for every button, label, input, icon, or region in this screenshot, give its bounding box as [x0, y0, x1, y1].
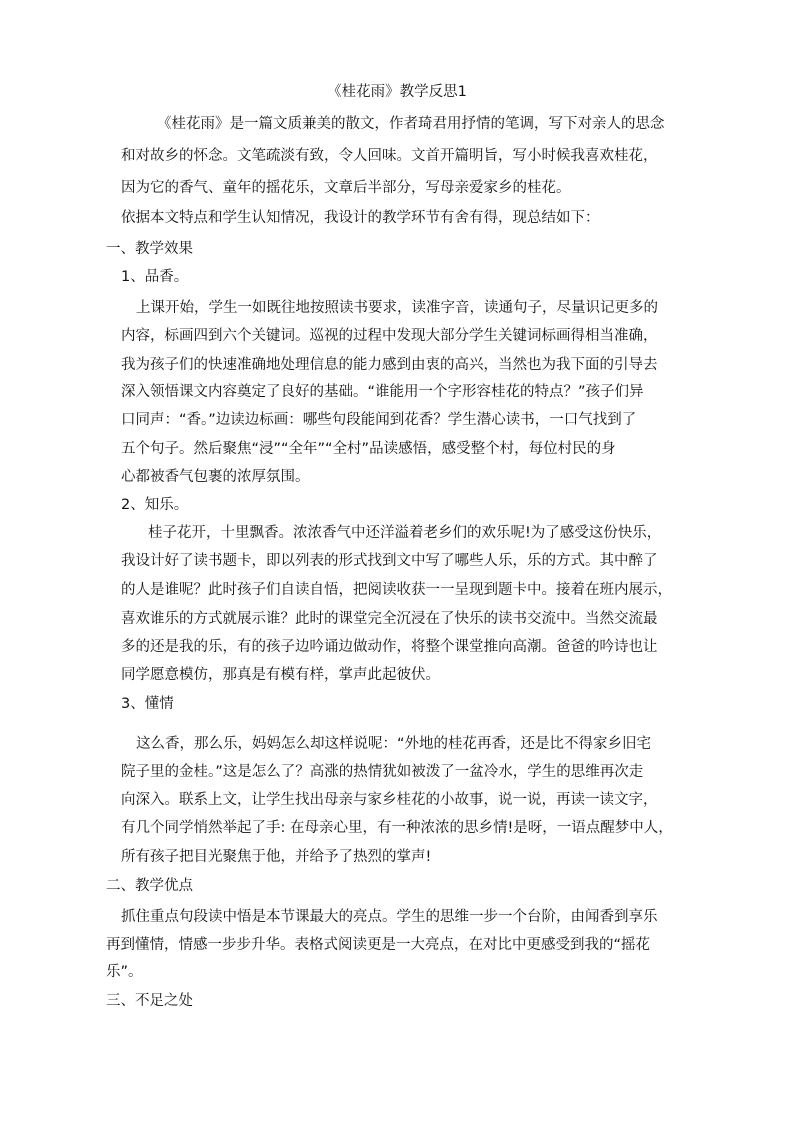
paragraph-line: 桂子花开，十里飘香。浓浓香气中还洋溢着老乡们的欢乐呢!为了感受这份快乐， — [148, 525, 662, 541]
paragraph-line: 乐”。 — [106, 964, 143, 980]
intro-line: 依据本文特点和学生认知情况，我设计的教学环节有舍有得，现总结如下： — [121, 210, 600, 226]
paragraph-line: 心都被香气包裹的浓厚氛围。 — [121, 469, 310, 485]
paragraph-line: 口同声：“香。”边读边标画：哪些句段能闻到花香？学生潜心读书，一口气找到了 — [121, 412, 637, 428]
paragraph-line: 的人是谁呢？此时孩子们自读自悟，把阅读收获一一呈现到题卡中。接着在班内展示， — [121, 582, 672, 598]
paragraph-line: 有几个同学悄然举起了手: 在母亲心里，有一种浓浓的思乡情!是呀，一语点醒梦中人， — [121, 820, 673, 836]
paragraph-line: 喜欢谁乐的方式就展示谁？此时的课堂完全沉浸在了快乐的读书交流中。当然交流最 — [121, 611, 658, 627]
paragraph-line: 同学愿意模仿，那真是有模有样，掌声此起彼伏。 — [121, 667, 440, 683]
subsection-heading-joy: 2、知乐。 — [121, 497, 189, 513]
section-heading-shortcomings: 三、不足之处 — [106, 993, 193, 1009]
section-heading-strengths: 二、教学优点 — [106, 878, 193, 894]
intro-line: 和对故乡的怀念。文笔疏淡有致，令人回味。文首开篇明旨，写小时候我喜欢桂花， — [121, 148, 658, 164]
section-heading-teaching-effect: 一、教学效果 — [106, 241, 193, 257]
paragraph-line: 内容，标画四到六个关键词。巡视的过程中发现大部分学生关键词标画得相当准确， — [121, 328, 658, 344]
intro-line: 因为它的香气、童年的摇花乐，文章后半部分，写母亲爱家乡的桂花。 — [121, 180, 571, 196]
paragraph-line: 上课开始，学生一如既往地按照读书要求，读准字音，读通句子，尽量识记更多的 — [136, 300, 658, 316]
paragraph-line: 所有孩子把目光聚焦于他，并给予了热烈的掌声! — [121, 849, 432, 865]
paragraph-line: 抓住重点句段读中悟是本节课最大的亮点。学生的思维一步一个台阶，由闻香到享乐 — [121, 909, 658, 925]
intro-line: 《桂花雨》是一篇文质兼美的散文，作者琦君用抒情的笔调，写下对亲人的思念 — [157, 116, 665, 132]
subsection-heading-emotion: 3、懂情 — [121, 696, 174, 712]
paragraph-line: 院子里的金桂。”这是怎么了？高涨的热情犹如被泼了一盆冷水，学生的思维再次走 — [121, 764, 644, 780]
paragraph-line: 向深入。联系上文，让学生找出母亲与家乡桂花的小故事，说一说，再读一读文字， — [121, 792, 658, 808]
paragraph-line: 五个句子。然后聚焦“浸”“全年”“全村”品读感悟，感受整个村，每位村民的身 — [121, 441, 616, 457]
paragraph-line: 我设计好了读书题卡，即以列表的形式找到文中写了哪些人乐，乐的方式。其中醉了 — [121, 553, 658, 569]
subsection-heading-fragrance: 1、品香。 — [121, 269, 189, 285]
paragraph-line: 深入领悟课文内容奠定了良好的基础。“谁能用一个字形容桂花的特点？”孩子们异 — [121, 384, 644, 400]
paragraph-line: 再到懂情，情感一步步升华。表格式阅读更是一大亮点，在对比中更感受到我的“摇花 — [106, 937, 651, 953]
document-title: 《桂花雨》教学反思1 — [327, 84, 467, 100]
paragraph-line: 多的还是我的乐，有的孩子边吟诵边做动作，将整个课堂推向高潮。爸爸的吟诗也让 — [121, 639, 658, 655]
paragraph-line: 我为孩子们的快速准确地处理信息的能力感到由衷的高兴，当然也为我下面的引导去 — [121, 357, 658, 373]
paragraph-line: 这么香，那么乐，妈妈怎么却这样说呢：“外地的桂花再香，还是比不得家乡旧宅 — [136, 736, 652, 752]
